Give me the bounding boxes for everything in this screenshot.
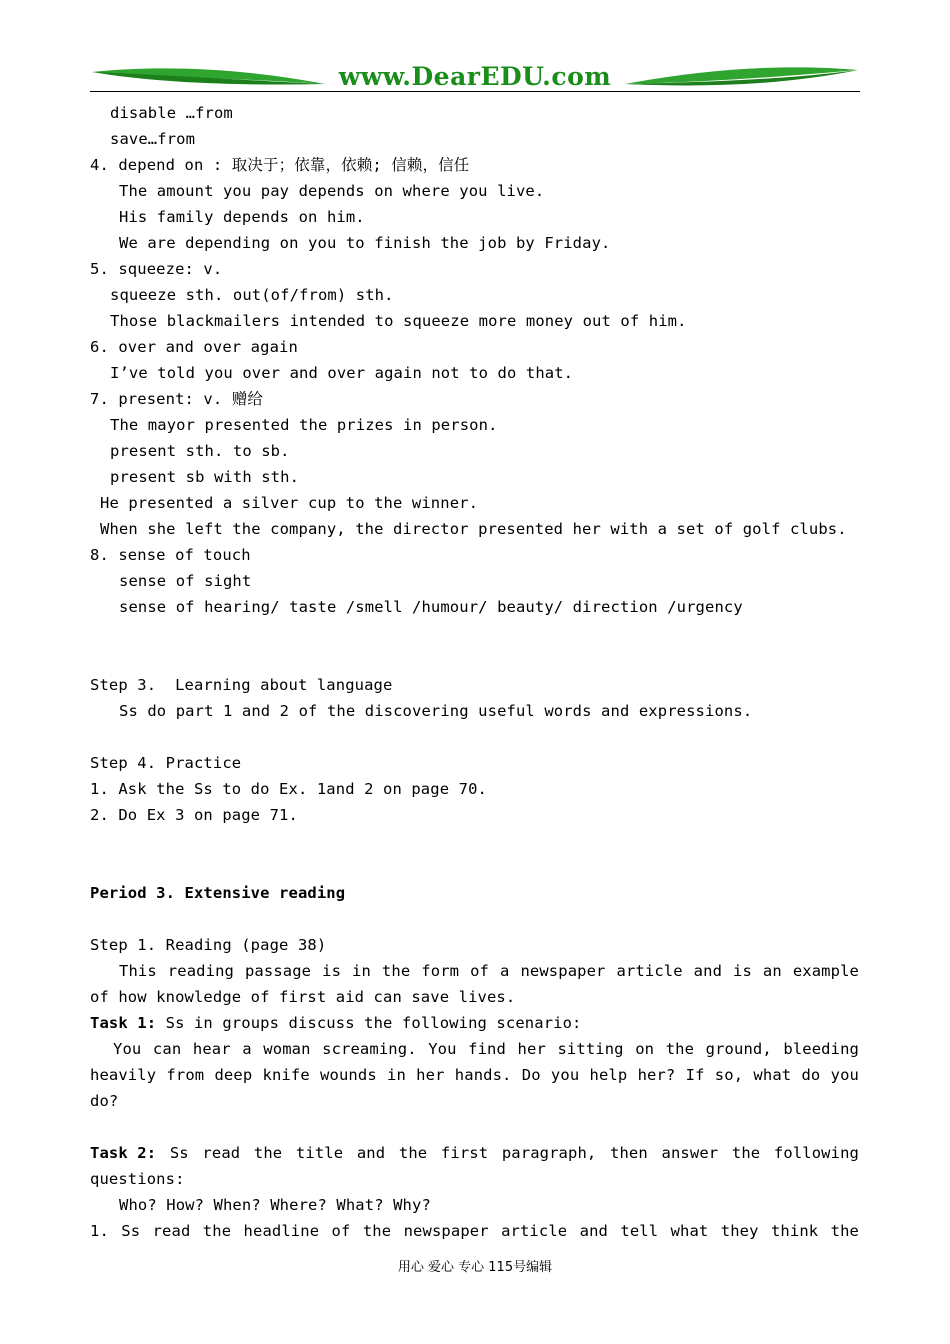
- text-line: do?: [90, 1092, 119, 1110]
- text-line: Those blackmailers intended to squeeze more money out of him.: [110, 312, 687, 330]
- text-line: His family depends on him.: [119, 208, 365, 226]
- text-line: sense of sight: [119, 572, 252, 590]
- step-heading: Step 4. Practice: [90, 754, 242, 772]
- task-text: Ss read the title and the first paragraph, then answer the following: [156, 1144, 859, 1162]
- task-label: Task 1:: [90, 1014, 157, 1032]
- text-line: He presented a silver cup to the winner.: [100, 494, 479, 512]
- text-line: When she left the company, the director presented her with a set of golf clubs.: [100, 520, 847, 538]
- text-line: 6. over and over again: [90, 338, 298, 356]
- text-line: 2. Do Ex 3 on page 71.: [90, 806, 298, 824]
- task-line: [90, 1144, 859, 1162]
- text-line: You can hear a woman screaming. You find her sitting on the ground, bleeding: [113, 1040, 859, 1058]
- text-line: sense of hearing/ taste /smell /humour/ beauty/ direction /urgency: [119, 598, 743, 616]
- text-line: present sb with sth.: [110, 468, 300, 486]
- text-line: The mayor presented the prizes in person.: [110, 416, 498, 434]
- text-line: heavily from deep knife wounds in her hands. Do you help her? If so, what do you: [90, 1066, 859, 1084]
- step-heading: Step 1. Reading (page 38): [90, 936, 327, 954]
- text-line: 8. sense of touch: [90, 546, 251, 564]
- text-line: This reading passage is in the form of a newspaper article and is an example: [119, 962, 859, 980]
- text-line: I’ve told you over and over again not to do that.: [110, 364, 574, 382]
- text-line: save…from: [110, 130, 196, 148]
- page-footer: 用心 爱心 专心 115号编辑: [397, 1260, 553, 1275]
- text-line: 7. present: v. 赠给: [90, 390, 264, 408]
- text-line: Ss do part 1 and 2 of the discovering useful words and expressions.: [119, 702, 753, 720]
- step-heading: Step 3. Learning about language: [90, 676, 393, 694]
- text-line: disable …from: [110, 104, 233, 122]
- text-line: of how knowledge of first aid can save lives.: [90, 988, 516, 1006]
- task-label: Task 2:: [90, 1144, 157, 1162]
- site-logo-text[interactable]: www.DearEDU.com: [338, 62, 612, 91]
- text-line: The amount you pay depends on where you live.: [119, 182, 545, 200]
- task-text: Ss in groups discuss the following scenario:: [156, 1014, 582, 1032]
- text-line: Who? How? When? Where? What? Why?: [119, 1196, 431, 1214]
- text-line: We are depending on you to finish the job by Friday.: [119, 234, 611, 252]
- text-line: 4. depend on : 取决于；依靠，依赖; 信赖，信任: [90, 156, 470, 174]
- period-heading: Period 3. Extensive reading: [90, 884, 346, 902]
- header-divider: [90, 91, 860, 92]
- text-line: 1. Ask the Ss to do Ex. 1and 2 on page 70.: [90, 780, 487, 798]
- text-line: questions:: [90, 1170, 185, 1188]
- task-line: [90, 1014, 582, 1032]
- text-line: present sth. to sb.: [110, 442, 290, 460]
- site-header-banner: [90, 62, 860, 94]
- text-line: squeeze sth. out(of/from) sth.: [110, 286, 394, 304]
- text-line: 5. squeeze: v.: [90, 260, 223, 278]
- text-line: 1. Ss read the headline of the newspaper article and tell what they think the: [90, 1222, 859, 1240]
